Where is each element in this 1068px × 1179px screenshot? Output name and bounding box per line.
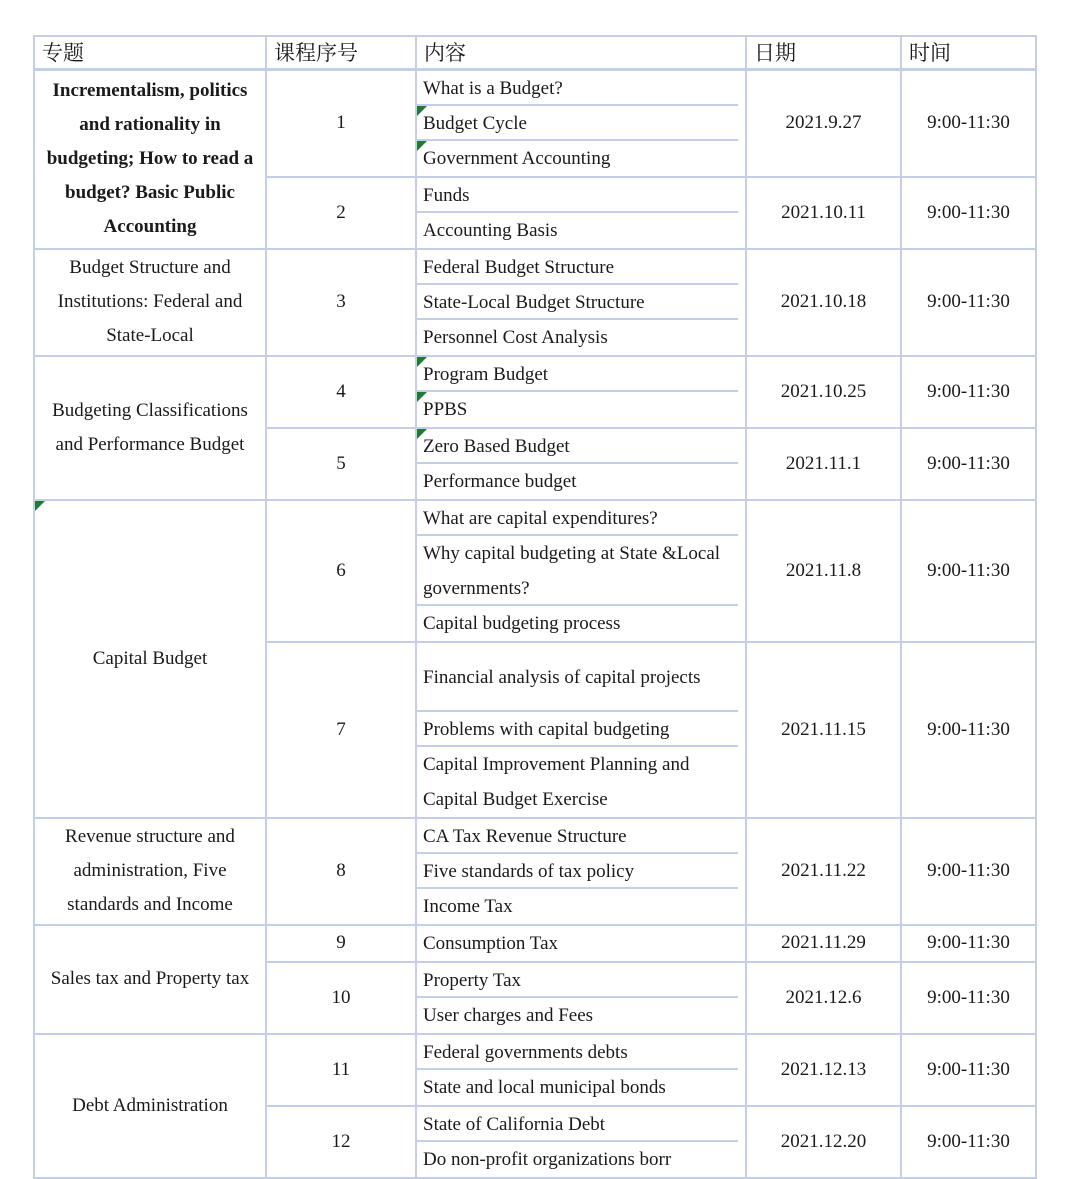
- course-number-cell: 9: [266, 925, 416, 962]
- content-item-cell: What are capital expenditures?: [416, 500, 746, 536]
- content-item-cell: Funds: [416, 177, 746, 213]
- table-row: [34, 1034, 1036, 1070]
- content-item-cell: Capital Improvement Planning and Capital Budget Exercise: [416, 747, 746, 818]
- date-cell: 2021.10.11: [746, 177, 901, 249]
- topic-cell: Budgeting Classifications and Performance Budget: [34, 356, 266, 500]
- header-content: 内容: [416, 36, 746, 69]
- header-row: [34, 36, 1036, 69]
- date-cell: 2021.9.27: [746, 69, 901, 177]
- topic-cell: Debt Administration: [34, 1034, 266, 1178]
- date-cell: 2021.10.18: [746, 249, 901, 356]
- time-cell: 9:00-11:30: [901, 925, 1036, 962]
- date-cell: 2021.11.29: [746, 925, 901, 962]
- course-number-cell: 11: [266, 1034, 416, 1106]
- content-item-cell: Accounting Basis: [416, 213, 746, 249]
- time-cell: 9:00-11:30: [901, 962, 1036, 1034]
- content-item-cell: [416, 1142, 746, 1178]
- item-text: Budget Cycle: [423, 112, 527, 134]
- course-number-cell: 5: [266, 428, 416, 500]
- content-item-cell: Property Tax: [416, 962, 746, 998]
- date-cell: 2021.12.6: [746, 962, 901, 1034]
- table-row: [34, 249, 1036, 285]
- course-number-cell: 3: [266, 249, 416, 356]
- content-item-cell: Capital budgeting process: [416, 606, 746, 642]
- content-item-cell: [416, 106, 746, 141]
- content-item-cell: State-Local Budget Structure: [416, 285, 746, 320]
- time-cell: 9:00-11:30: [901, 500, 1036, 642]
- item-text: Zero Based Budget: [423, 435, 570, 457]
- time-cell: 9:00-11:30: [901, 1106, 1036, 1178]
- course-number-cell: 12: [266, 1106, 416, 1178]
- date-cell: 2021.11.22: [746, 818, 901, 925]
- topic-cell: [34, 500, 266, 818]
- course-number-cell: 2: [266, 177, 416, 249]
- course-number-cell: 1: [266, 69, 416, 177]
- date-cell: 2021.12.20: [746, 1106, 901, 1178]
- table-row: [34, 925, 1036, 962]
- cell-flag-icon: [35, 501, 45, 511]
- course-number-cell: 8: [266, 818, 416, 925]
- header-topic: 专题: [34, 36, 266, 69]
- header-course-no: 课程序号: [266, 36, 416, 69]
- content-item-cell: [416, 356, 746, 392]
- cell-flag-icon: [417, 357, 427, 367]
- cell-flag-icon: [417, 141, 427, 151]
- content-item-cell: CA Tax Revenue Structure: [416, 818, 746, 854]
- date-cell: 2021.11.15: [746, 642, 901, 818]
- course-number-cell: 7: [266, 642, 416, 818]
- table-row: [34, 356, 1036, 392]
- content-item-cell: Income Tax: [416, 889, 746, 925]
- item-text: Government Accounting: [423, 147, 611, 169]
- course-schedule-table: [33, 35, 1037, 1179]
- content-item-cell: Federal Budget Structure: [416, 249, 746, 285]
- date-cell: 2021.12.13: [746, 1034, 901, 1106]
- time-cell: 9:00-11:30: [901, 1034, 1036, 1106]
- header-time: 时间: [901, 36, 1036, 69]
- date-cell: 2021.11.8: [746, 500, 901, 642]
- time-cell: 9:00-11:30: [901, 356, 1036, 428]
- cell-flag-icon: [417, 392, 427, 402]
- time-cell: 9:00-11:30: [901, 818, 1036, 925]
- table-row: [34, 69, 1036, 106]
- header-date: 日期: [746, 36, 901, 69]
- content-item-cell: Performance budget: [416, 464, 746, 500]
- course-number-cell: 10: [266, 962, 416, 1034]
- content-item-cell: Federal governments debts: [416, 1034, 746, 1070]
- course-number-cell: 6: [266, 500, 416, 642]
- content-item-cell: What is a Budget?: [416, 69, 746, 106]
- content-item-cell: [416, 428, 746, 464]
- content-item-cell: State of California Debt: [416, 1106, 746, 1142]
- cell-flag-icon: [417, 429, 427, 439]
- table-row: [34, 818, 1036, 854]
- content-item-cell: Personnel Cost Analysis: [416, 320, 746, 356]
- date-cell: 2021.11.1: [746, 428, 901, 500]
- content-item-cell: [416, 141, 746, 177]
- time-cell: 9:00-11:30: [901, 249, 1036, 356]
- time-cell: 9:00-11:30: [901, 642, 1036, 818]
- content-item-cell: Consumption Tax: [416, 925, 746, 962]
- topic-cell: Revenue structure and administration, Five standards and Income: [34, 818, 266, 925]
- item-text-clipped: Do non-profit organizations borr: [423, 1148, 672, 1170]
- date-cell: 2021.10.25: [746, 356, 901, 428]
- time-cell: 9:00-11:30: [901, 428, 1036, 500]
- topic-cell: Budget Structure and Institutions: Federal and State-Local: [34, 249, 266, 356]
- time-cell: 9:00-11:30: [901, 69, 1036, 177]
- item-text: PPBS: [423, 398, 468, 420]
- item-text: Program Budget: [423, 363, 549, 385]
- content-item-cell: Five standards of tax policy: [416, 854, 746, 889]
- content-item-cell: Why capital budgeting at State &Local governments?: [416, 536, 746, 606]
- topic-cell: Incrementalism, politics and rationality in budgeting; How to read a budget? Basic Public Accounting: [34, 69, 266, 249]
- course-number-cell: 4: [266, 356, 416, 428]
- topic-cell: Sales tax and Property tax: [34, 925, 266, 1034]
- topic-text: Capital Budget: [92, 647, 208, 669]
- table-row: [34, 500, 1036, 536]
- content-item-cell: [416, 392, 746, 428]
- content-item-cell: State and local municipal bonds: [416, 1070, 746, 1106]
- time-cell: 9:00-11:30: [901, 177, 1036, 249]
- content-item-cell: User charges and Fees: [416, 998, 746, 1034]
- cell-flag-icon: [417, 106, 427, 116]
- content-item-cell: Problems with capital budgeting: [416, 712, 746, 747]
- content-item-cell: Financial analysis of capital projects: [416, 642, 746, 712]
